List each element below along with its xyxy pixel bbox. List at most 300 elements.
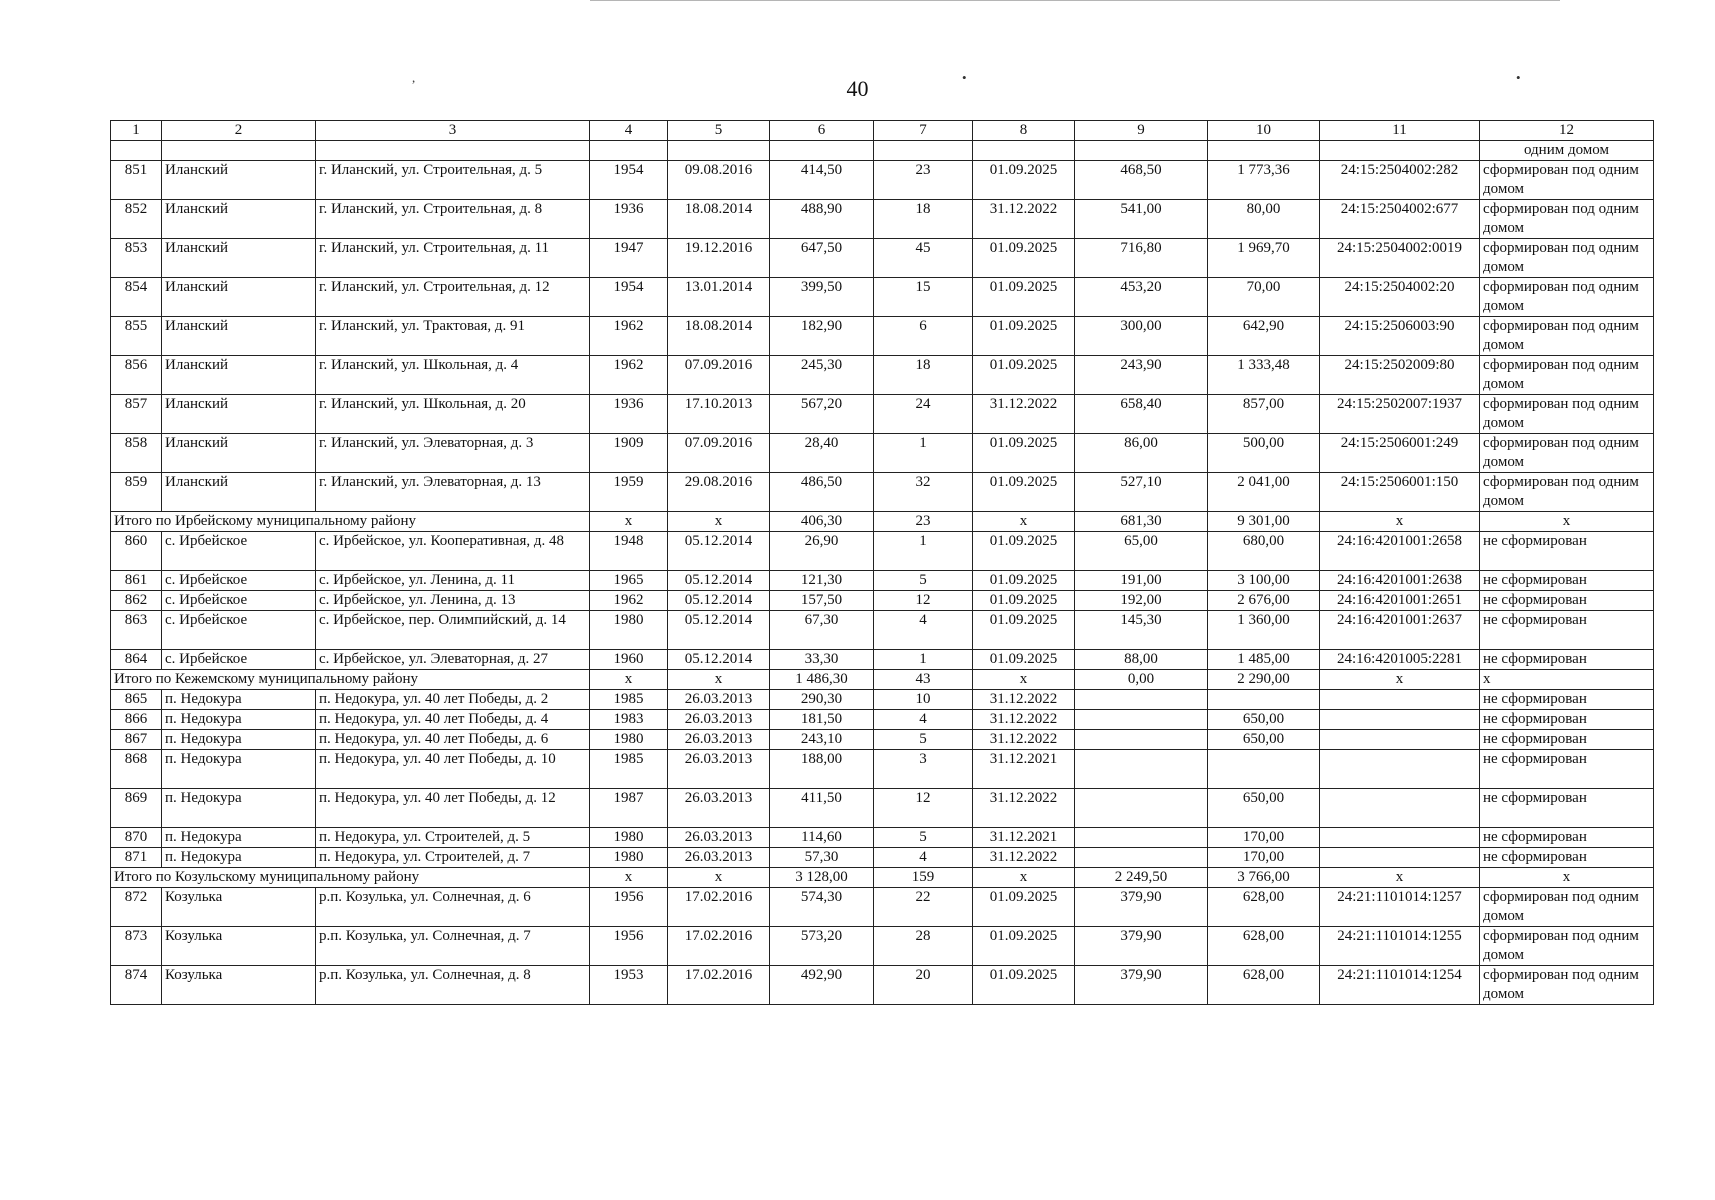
cell xyxy=(770,141,874,161)
value-cell xyxy=(1075,750,1208,789)
table-row xyxy=(111,317,1654,356)
year-built-cell: 1936 xyxy=(590,395,668,434)
value-cell: 658,40 xyxy=(1075,395,1208,434)
table-row xyxy=(111,966,1654,1005)
residents-cell: 5 xyxy=(874,730,973,750)
land-status-cell: сформирован под одним домом xyxy=(1480,395,1654,434)
value-cell: 628,00 xyxy=(1208,927,1320,966)
resettlement-date-cell: 31.12.2021 xyxy=(973,750,1075,789)
year-built-cell: 1947 xyxy=(590,239,668,278)
column-number: 6 xyxy=(770,121,874,141)
year-built-cell: 1948 xyxy=(590,532,668,571)
value-cell: 65,00 xyxy=(1075,532,1208,571)
column-number: 2 xyxy=(162,121,316,141)
year-built-cell: 1985 xyxy=(590,750,668,789)
residents-cell: 1 xyxy=(874,532,973,571)
row-number-cell: 872 xyxy=(111,888,162,927)
row-number-cell: 852 xyxy=(111,200,162,239)
value-cell: 650,00 xyxy=(1208,710,1320,730)
address-cell: с. Ирбейское, ул. Элеваторная, д. 27 xyxy=(316,650,590,670)
year-built-cell: 1962 xyxy=(590,591,668,611)
table-row xyxy=(111,591,1654,611)
address-cell: с. Ирбейское, ул. Кооперативная, д. 48 xyxy=(316,532,590,571)
value-cell: 628,00 xyxy=(1208,888,1320,927)
table-row xyxy=(111,927,1654,966)
land-status-cell: не сформирован xyxy=(1480,650,1654,670)
cadastral-number-cell: 24:16:4201001:2651 xyxy=(1320,591,1480,611)
cadastral-number-cell: 24:15:2506003:90 xyxy=(1320,317,1480,356)
land-status-cell: сформирован под одним домом xyxy=(1480,317,1654,356)
address-cell: г. Иланский, ул. Школьная, д. 4 xyxy=(316,356,590,395)
year-built-cell: 1965 xyxy=(590,571,668,591)
subtotal-resettlement-date-cell: х xyxy=(973,512,1075,532)
subtotal-residents-cell: 43 xyxy=(874,670,973,690)
address-cell: п. Недокура, ул. Строителей, д. 7 xyxy=(316,848,590,868)
resettlement-date-cell: 31.12.2022 xyxy=(973,789,1075,828)
cadastral-number-cell xyxy=(1320,690,1480,710)
locality-cell: Иланский xyxy=(162,473,316,512)
row-number-cell: 871 xyxy=(111,848,162,868)
value-cell: 300,00 xyxy=(1075,317,1208,356)
address-cell: г. Иланский, ул. Строительная, д. 8 xyxy=(316,200,590,239)
recognition-date-cell: 13.01.2014 xyxy=(668,278,770,317)
continuation-row xyxy=(111,141,1654,161)
locality-cell: п. Недокура xyxy=(162,730,316,750)
column-number: 3 xyxy=(316,121,590,141)
cadastral-number-cell: 24:21:1101014:1255 xyxy=(1320,927,1480,966)
land-status-cell: сформирован под одним домом xyxy=(1480,356,1654,395)
value-cell: 2 041,00 xyxy=(1208,473,1320,512)
cadastral-number-cell: 24:16:4201001:2638 xyxy=(1320,571,1480,591)
recognition-date-cell: 05.12.2014 xyxy=(668,532,770,571)
subtotal-residents-cell: 23 xyxy=(874,512,973,532)
resettlement-date-cell: 31.12.2021 xyxy=(973,828,1075,848)
address-cell: п. Недокура, ул. 40 лет Победы, д. 10 xyxy=(316,750,590,789)
cell xyxy=(590,141,668,161)
subtotal-area-cell: 1 486,30 xyxy=(770,670,874,690)
area-cell: 67,30 xyxy=(770,611,874,650)
residents-cell: 1 xyxy=(874,434,973,473)
land-status-cell: сформирован под одним домом xyxy=(1480,200,1654,239)
recognition-date-cell: 26.03.2013 xyxy=(668,690,770,710)
subtotal-area-cell: 3 128,00 xyxy=(770,868,874,888)
subtotal-row xyxy=(111,512,1654,532)
resettlement-date-cell: 01.09.2025 xyxy=(973,161,1075,200)
land-status-cell: сформирован под одним домом xyxy=(1480,473,1654,512)
land-status-cell: не сформирован xyxy=(1480,730,1654,750)
value-cell: 170,00 xyxy=(1208,848,1320,868)
value-cell: 1 333,48 xyxy=(1208,356,1320,395)
row-number-cell: 873 xyxy=(111,927,162,966)
cadastral-number-cell: 24:21:1101014:1254 xyxy=(1320,966,1480,1005)
column-number: 9 xyxy=(1075,121,1208,141)
value-cell xyxy=(1075,710,1208,730)
area-cell: 414,50 xyxy=(770,161,874,200)
subtotal-land-status-cell: х xyxy=(1480,512,1654,532)
locality-cell: п. Недокура xyxy=(162,710,316,730)
scan-mark: , xyxy=(412,70,416,85)
recognition-date-cell: 05.12.2014 xyxy=(668,571,770,591)
resettlement-date-cell: 01.09.2025 xyxy=(973,966,1075,1005)
value-cell: 80,00 xyxy=(1208,200,1320,239)
cell xyxy=(162,141,316,161)
year-built-cell: 1985 xyxy=(590,690,668,710)
subtotal-land-status-cell: х xyxy=(1480,868,1654,888)
value-cell: 1 969,70 xyxy=(1208,239,1320,278)
locality-cell: Иланский xyxy=(162,161,316,200)
subtotal-value-cell: 2 290,00 xyxy=(1208,670,1320,690)
resettlement-date-cell: 31.12.2022 xyxy=(973,395,1075,434)
resettlement-date-cell: 01.09.2025 xyxy=(973,473,1075,512)
subtotal-value-cell: 9 301,00 xyxy=(1208,512,1320,532)
address-cell: г. Иланский, ул. Элеваторная, д. 3 xyxy=(316,434,590,473)
value-cell: 716,80 xyxy=(1075,239,1208,278)
table-row xyxy=(111,161,1654,200)
row-number-cell: 864 xyxy=(111,650,162,670)
year-built-cell: 1909 xyxy=(590,434,668,473)
locality-cell: с. Ирбейское xyxy=(162,591,316,611)
land-status-cell: не сформирован xyxy=(1480,611,1654,650)
year-built-cell: 1956 xyxy=(590,888,668,927)
locality-cell: п. Недокура xyxy=(162,848,316,868)
row-number-cell: 851 xyxy=(111,161,162,200)
year-built-cell: 1936 xyxy=(590,200,668,239)
page-number: 40 xyxy=(846,76,869,101)
scan-mark: • xyxy=(962,70,967,85)
area-cell: 486,50 xyxy=(770,473,874,512)
value-cell xyxy=(1208,750,1320,789)
address-cell: р.п. Козулька, ул. Солнечная, д. 6 xyxy=(316,888,590,927)
locality-cell: Иланский xyxy=(162,278,316,317)
cadastral-number-cell xyxy=(1320,848,1480,868)
cadastral-number-cell xyxy=(1320,730,1480,750)
table-row xyxy=(111,828,1654,848)
value-cell: 379,90 xyxy=(1075,966,1208,1005)
residents-cell: 3 xyxy=(874,750,973,789)
value-cell xyxy=(1075,789,1208,828)
locality-cell: Козулька xyxy=(162,888,316,927)
locality-cell: п. Недокура xyxy=(162,750,316,789)
area-cell: 182,90 xyxy=(770,317,874,356)
area-cell: 181,50 xyxy=(770,710,874,730)
cadastral-number-cell xyxy=(1320,750,1480,789)
subtotal-row xyxy=(111,670,1654,690)
year-built-cell: 1962 xyxy=(590,317,668,356)
address-cell: п. Недокура, ул. Строителей, д. 5 xyxy=(316,828,590,848)
address-cell: г. Иланский, ул. Школьная, д. 20 xyxy=(316,395,590,434)
address-cell: г. Иланский, ул. Элеваторная, д. 13 xyxy=(316,473,590,512)
resettlement-date-cell: 31.12.2022 xyxy=(973,710,1075,730)
table-row xyxy=(111,278,1654,317)
resettlement-date-cell: 31.12.2022 xyxy=(973,690,1075,710)
cadastral-number-cell: 24:15:2506001:150 xyxy=(1320,473,1480,512)
recognition-date-cell: 17.02.2016 xyxy=(668,888,770,927)
resettlement-date-cell: 31.12.2022 xyxy=(973,730,1075,750)
year-built-cell: 1962 xyxy=(590,356,668,395)
residents-cell: 4 xyxy=(874,611,973,650)
locality-cell: с. Ирбейское xyxy=(162,611,316,650)
address-cell: г. Иланский, ул. Строительная, д. 12 xyxy=(316,278,590,317)
cadastral-number-cell: 24:15:2506001:249 xyxy=(1320,434,1480,473)
locality-cell: с. Ирбейское xyxy=(162,532,316,571)
land-status-cell: не сформирован xyxy=(1480,591,1654,611)
value-cell: 3 100,00 xyxy=(1208,571,1320,591)
locality-cell: п. Недокура xyxy=(162,789,316,828)
value-cell: 88,00 xyxy=(1075,650,1208,670)
area-cell: 121,30 xyxy=(770,571,874,591)
cell xyxy=(1208,141,1320,161)
area-cell: 573,20 xyxy=(770,927,874,966)
subtotal-recognition-date-cell: х xyxy=(668,512,770,532)
row-number-cell: 863 xyxy=(111,611,162,650)
cadastral-number-cell: 24:21:1101014:1257 xyxy=(1320,888,1480,927)
table-row xyxy=(111,710,1654,730)
column-number-row xyxy=(111,121,1654,141)
table-row xyxy=(111,848,1654,868)
scan-mark: • xyxy=(1516,70,1521,85)
value-cell: 857,00 xyxy=(1208,395,1320,434)
table-row xyxy=(111,239,1654,278)
column-number: 7 xyxy=(874,121,973,141)
area-cell: 57,30 xyxy=(770,848,874,868)
subtotal-cadastral-number-cell: х xyxy=(1320,868,1480,888)
cadastral-number-cell: 24:15:2502009:80 xyxy=(1320,356,1480,395)
residents-cell: 18 xyxy=(874,356,973,395)
address-cell: г. Иланский, ул. Строительная, д. 11 xyxy=(316,239,590,278)
row-number-cell: 853 xyxy=(111,239,162,278)
year-built-cell: 1980 xyxy=(590,611,668,650)
row-number-cell: 857 xyxy=(111,395,162,434)
value-cell: 650,00 xyxy=(1208,730,1320,750)
column-number: 11 xyxy=(1320,121,1480,141)
row-number-cell: 860 xyxy=(111,532,162,571)
address-cell: с. Ирбейское, ул. Ленина, д. 13 xyxy=(316,591,590,611)
year-built-cell: 1956 xyxy=(590,927,668,966)
value-cell: 541,00 xyxy=(1075,200,1208,239)
register-table xyxy=(110,120,1654,1005)
subtotal-cadastral-number-cell: х xyxy=(1320,512,1480,532)
area-cell: 114,60 xyxy=(770,828,874,848)
subtotal-value-cell: 0,00 xyxy=(1075,670,1208,690)
locality-cell: Козулька xyxy=(162,966,316,1005)
table-row xyxy=(111,789,1654,828)
cadastral-number-cell: 24:16:4201005:2281 xyxy=(1320,650,1480,670)
subtotal-area-cell: 406,30 xyxy=(770,512,874,532)
recognition-date-cell: 07.09.2016 xyxy=(668,356,770,395)
resettlement-date-cell: 01.09.2025 xyxy=(973,571,1075,591)
recognition-date-cell: 07.09.2016 xyxy=(668,434,770,473)
subtotal-row xyxy=(111,868,1654,888)
value-cell: 70,00 xyxy=(1208,278,1320,317)
locality-cell: с. Ирбейское xyxy=(162,650,316,670)
year-built-cell: 1980 xyxy=(590,828,668,848)
year-built-cell: 1960 xyxy=(590,650,668,670)
recognition-date-cell: 17.10.2013 xyxy=(668,395,770,434)
value-cell: 453,20 xyxy=(1075,278,1208,317)
address-cell: р.п. Козулька, ул. Солнечная, д. 7 xyxy=(316,927,590,966)
recognition-date-cell: 26.03.2013 xyxy=(668,710,770,730)
address-cell: п. Недокура, ул. 40 лет Победы, д. 12 xyxy=(316,789,590,828)
value-cell: 86,00 xyxy=(1075,434,1208,473)
subtotal-label: Итого по Ирбейскому муниципальному району xyxy=(111,512,590,532)
row-number-cell: 866 xyxy=(111,710,162,730)
subtotal-residents-cell: 159 xyxy=(874,868,973,888)
residents-cell: 23 xyxy=(874,161,973,200)
cell xyxy=(874,141,973,161)
subtotal-resettlement-date-cell: х xyxy=(973,868,1075,888)
cell xyxy=(316,141,590,161)
resettlement-date-cell: 01.09.2025 xyxy=(973,239,1075,278)
locality-cell: Иланский xyxy=(162,356,316,395)
subtotal-cadastral-number-cell: х xyxy=(1320,670,1480,690)
address-cell: п. Недокура, ул. 40 лет Победы, д. 2 xyxy=(316,690,590,710)
table-row xyxy=(111,395,1654,434)
locality-cell: п. Недокура xyxy=(162,690,316,710)
cell xyxy=(668,141,770,161)
row-number-cell: 874 xyxy=(111,966,162,1005)
resettlement-date-cell: 01.09.2025 xyxy=(973,356,1075,395)
row-number-cell: 854 xyxy=(111,278,162,317)
value-cell: 527,10 xyxy=(1075,473,1208,512)
subtotal-value-cell: 3 766,00 xyxy=(1208,868,1320,888)
table-row xyxy=(111,730,1654,750)
residents-cell: 4 xyxy=(874,710,973,730)
residents-cell: 5 xyxy=(874,828,973,848)
locality-cell: п. Недокура xyxy=(162,828,316,848)
resettlement-date-cell: 01.09.2025 xyxy=(973,611,1075,650)
row-number-cell: 855 xyxy=(111,317,162,356)
subtotal-year-built-cell: х xyxy=(590,868,668,888)
recognition-date-cell: 17.02.2016 xyxy=(668,927,770,966)
resettlement-date-cell: 01.09.2025 xyxy=(973,532,1075,571)
table-row xyxy=(111,356,1654,395)
table-row xyxy=(111,690,1654,710)
area-cell: 399,50 xyxy=(770,278,874,317)
locality-cell: Козулька xyxy=(162,927,316,966)
area-cell: 492,90 xyxy=(770,966,874,1005)
table-body xyxy=(111,121,1654,1005)
resettlement-date-cell: 01.09.2025 xyxy=(973,591,1075,611)
year-built-cell: 1983 xyxy=(590,710,668,730)
cadastral-number-cell: 24:16:4201001:2658 xyxy=(1320,532,1480,571)
locality-cell: Иланский xyxy=(162,239,316,278)
residents-cell: 6 xyxy=(874,317,973,356)
table-row xyxy=(111,750,1654,789)
area-cell: 574,30 xyxy=(770,888,874,927)
recognition-date-cell: 05.12.2014 xyxy=(668,650,770,670)
land-status-cell: не сформирован xyxy=(1480,750,1654,789)
year-built-cell: 1954 xyxy=(590,278,668,317)
cadastral-number-cell: 24:15:2504002:0019 xyxy=(1320,239,1480,278)
locality-cell: с. Ирбейское xyxy=(162,571,316,591)
value-cell: 1 360,00 xyxy=(1208,611,1320,650)
column-number: 5 xyxy=(668,121,770,141)
recognition-date-cell: 09.08.2016 xyxy=(668,161,770,200)
recognition-date-cell: 26.03.2013 xyxy=(668,828,770,848)
value-cell: 1 773,36 xyxy=(1208,161,1320,200)
row-number-cell: 856 xyxy=(111,356,162,395)
recognition-date-cell: 05.12.2014 xyxy=(668,611,770,650)
land-status-cell: не сформирован xyxy=(1480,789,1654,828)
row-number-cell: 870 xyxy=(111,828,162,848)
land-status-cell: не сформирован xyxy=(1480,532,1654,571)
resettlement-date-cell: 01.09.2025 xyxy=(973,317,1075,356)
area-cell: 157,50 xyxy=(770,591,874,611)
locality-cell: Иланский xyxy=(162,434,316,473)
land-status-cell: сформирован под одним домом xyxy=(1480,278,1654,317)
subtotal-land-status-cell: х xyxy=(1480,670,1654,690)
area-cell: 647,50 xyxy=(770,239,874,278)
column-number: 12 xyxy=(1480,121,1654,141)
row-number-cell: 858 xyxy=(111,434,162,473)
year-built-cell: 1954 xyxy=(590,161,668,200)
resettlement-date-cell: 01.09.2025 xyxy=(973,278,1075,317)
subtotal-value-cell: 681,30 xyxy=(1075,512,1208,532)
cell xyxy=(1075,141,1208,161)
recognition-date-cell: 26.03.2013 xyxy=(668,848,770,868)
value-cell: 468,50 xyxy=(1075,161,1208,200)
land-status-cell: одним домом xyxy=(1480,141,1654,161)
value-cell: 642,90 xyxy=(1208,317,1320,356)
area-cell: 26,90 xyxy=(770,532,874,571)
table-row xyxy=(111,434,1654,473)
table-row xyxy=(111,532,1654,571)
land-status-cell: не сформирован xyxy=(1480,828,1654,848)
value-cell xyxy=(1208,690,1320,710)
subtotal-year-built-cell: х xyxy=(590,670,668,690)
resettlement-date-cell: 01.09.2025 xyxy=(973,927,1075,966)
row-number-cell: 865 xyxy=(111,690,162,710)
locality-cell: Иланский xyxy=(162,395,316,434)
address-cell: п. Недокура, ул. 40 лет Победы, д. 6 xyxy=(316,730,590,750)
row-number-cell: 869 xyxy=(111,789,162,828)
subtotal-recognition-date-cell: х xyxy=(668,868,770,888)
residents-cell: 15 xyxy=(874,278,973,317)
land-status-cell: сформирован под одним домом xyxy=(1480,927,1654,966)
table-row xyxy=(111,473,1654,512)
area-cell: 188,00 xyxy=(770,750,874,789)
year-built-cell: 1980 xyxy=(590,848,668,868)
resettlement-date-cell: 31.12.2022 xyxy=(973,848,1075,868)
residents-cell: 12 xyxy=(874,789,973,828)
address-cell: с. Ирбейское, пер. Олимпийский, д. 14 xyxy=(316,611,590,650)
value-cell xyxy=(1075,848,1208,868)
area-cell: 290,30 xyxy=(770,690,874,710)
value-cell: 192,00 xyxy=(1075,591,1208,611)
land-status-cell: сформирован под одним домом xyxy=(1480,239,1654,278)
address-cell: р.п. Козулька, ул. Солнечная, д. 8 xyxy=(316,966,590,1005)
row-number-cell: 867 xyxy=(111,730,162,750)
row-number-cell: 861 xyxy=(111,571,162,591)
residents-cell: 5 xyxy=(874,571,973,591)
cadastral-number-cell xyxy=(1320,789,1480,828)
area-cell: 411,50 xyxy=(770,789,874,828)
table-row xyxy=(111,200,1654,239)
value-cell: 650,00 xyxy=(1208,789,1320,828)
resettlement-date-cell: 01.09.2025 xyxy=(973,650,1075,670)
subtotal-recognition-date-cell: х xyxy=(668,670,770,690)
row-number-cell: 868 xyxy=(111,750,162,789)
residents-cell: 28 xyxy=(874,927,973,966)
subtotal-label: Итого по Козульскому муниципальному району xyxy=(111,868,590,888)
cadastral-number-cell xyxy=(1320,828,1480,848)
recognition-date-cell: 26.03.2013 xyxy=(668,750,770,789)
table-row xyxy=(111,888,1654,927)
area-cell: 567,20 xyxy=(770,395,874,434)
recognition-date-cell: 19.12.2016 xyxy=(668,239,770,278)
cadastral-number-cell: 24:15:2504002:677 xyxy=(1320,200,1480,239)
page-top-rule xyxy=(590,0,1560,1)
